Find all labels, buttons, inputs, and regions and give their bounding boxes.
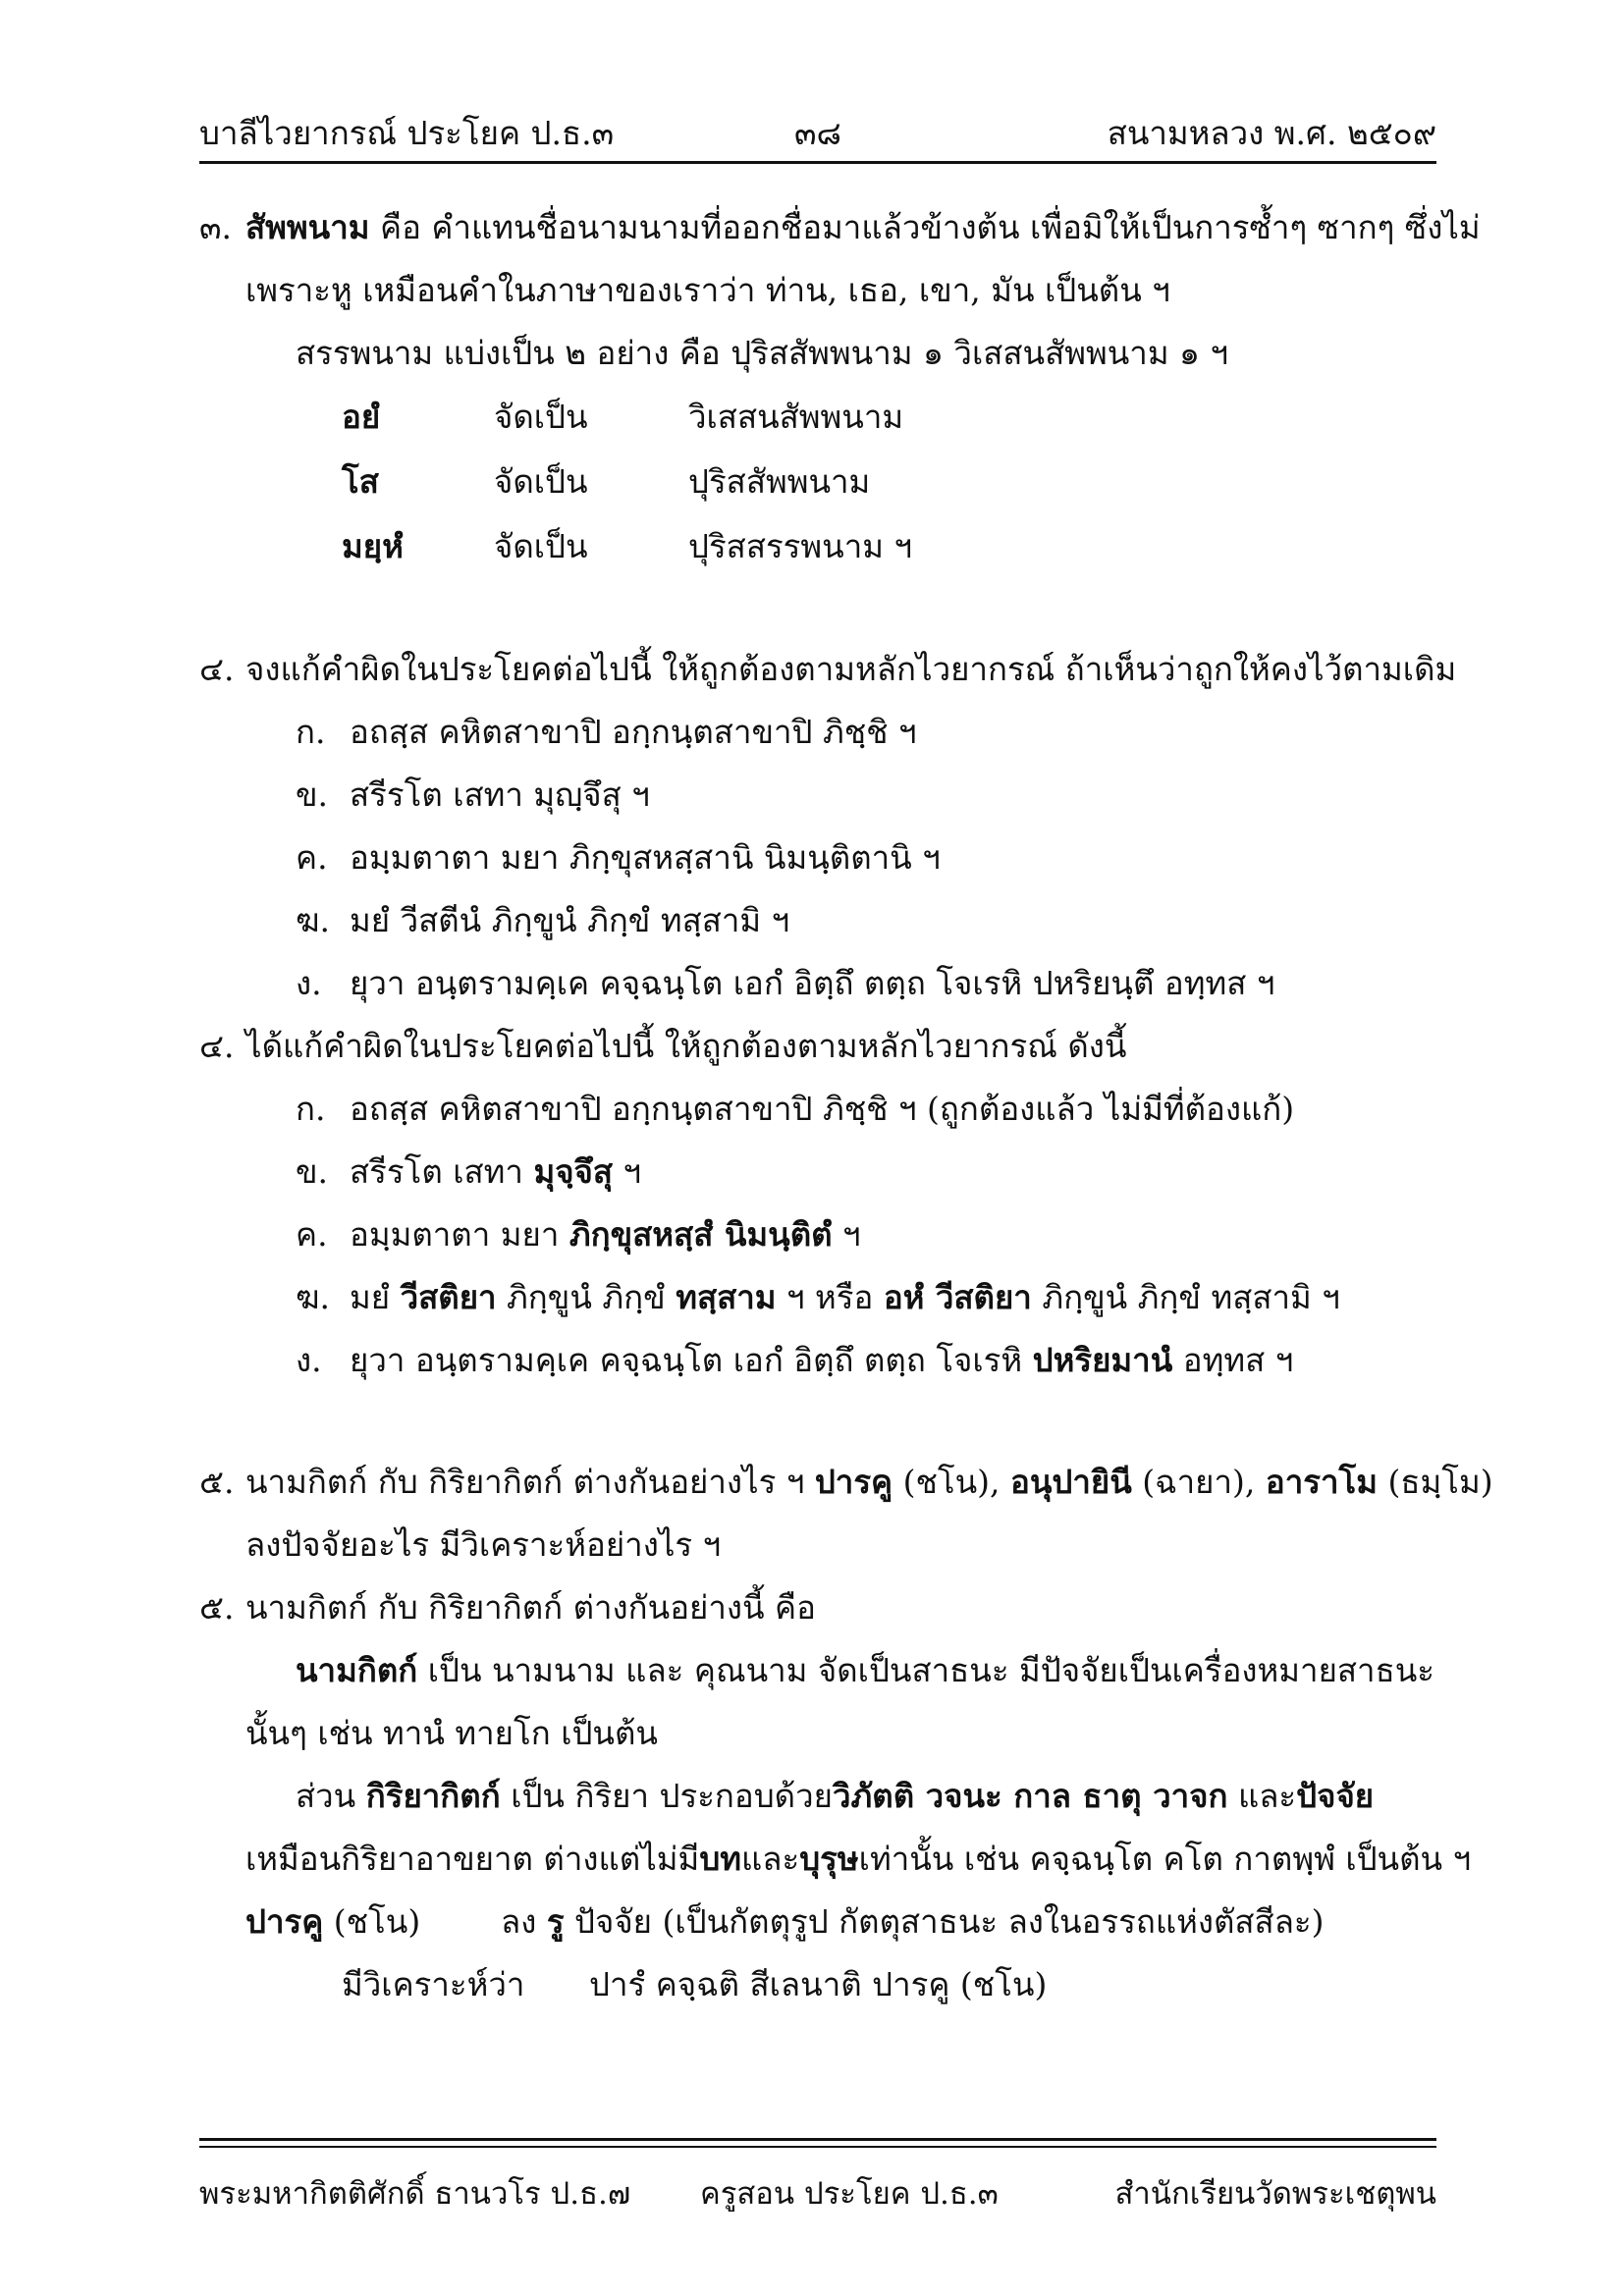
q5-para-2	[199, 1765, 1441, 1828]
q5-analysis-label: มีวิเคราะห์ว่า	[342, 1965, 525, 2003]
q5-text: ส่วน	[296, 1777, 366, 1815]
page-footer	[199, 2138, 1436, 2219]
q5-term: ปัจจัย	[1296, 1777, 1375, 1815]
footer-right: สำนักเรียนวัดพระเชตุพน	[1114, 2176, 1436, 2212]
q5-para-1-cont	[199, 1702, 1441, 1765]
q5-text: (ฉายา),	[1131, 1463, 1266, 1501]
q5-answer	[199, 1576, 1441, 1639]
q4-item-text: อมฺมตาตา มยา ภิกฺขุสหสฺสานิ นิมนฺติตานิ ฯ	[350, 838, 941, 877]
q3-line-2	[199, 259, 1441, 322]
q4-item-key: ง.	[296, 964, 322, 1002]
q5-text: (ธมฺโม)	[1377, 1463, 1493, 1501]
q5-analysis: ปารํ คจฺฉติ สีเลนาติ ปารคู (ชโน)	[589, 1965, 1048, 2003]
answer-item-key: ข.	[296, 1152, 329, 1191]
q4-item-key: ฆ.	[296, 901, 330, 939]
page-number: ๓๘	[793, 114, 842, 152]
q5-text: ปัจจัย (เป็นกัตตุรูป กัตตุสาธนะ ลงในอรรถแห่งตัสสีละ)	[564, 1902, 1325, 1941]
answer-text: มยํ	[350, 1278, 401, 1316]
q4-item	[199, 952, 1441, 1015]
q5-term: วิภัตติ วจนะ กาล ธาตุ วาจก	[832, 1777, 1228, 1815]
q5-text: (ชโน)	[323, 1902, 421, 1941]
q5-term: บท	[699, 1840, 742, 1878]
q3-row-class: ปุริสสรรพนาม ฯ	[688, 527, 913, 565]
answer-text: ภิกฺขูนํ ภิกฺขํ	[496, 1278, 676, 1316]
q4-answer-item	[199, 1266, 1441, 1329]
q3-line-3	[199, 322, 1441, 385]
corrected-word: ภิกฺขุสหสฺสํ นิมนฺติตํ	[568, 1215, 833, 1254]
answer-item-text: อถสฺส คหิตสาขาปิ อกฺกนฺตสาขาปิ ภิชฺชิ ฯ (ถูกต้องแล้ว ไม่มีที่ต้องแก้)	[350, 1090, 1295, 1128]
q5-number: ๕.	[199, 1463, 235, 1501]
q5-term: รู	[546, 1902, 565, 1941]
q4-question-text: จงแก้คำผิดในประโยคต่อไปนี้ ให้ถูกต้องตามหลักไวยากรณ์ ถ้าเห็นว่าถูกให้คงไว้ตามเดิม	[245, 650, 1457, 688]
q5-text: เท่านั้น เช่น คจฺฉนฺโต คโต กาตพฺพํ เป็นต้น ฯ	[858, 1840, 1472, 1878]
q3-line-1	[199, 196, 1481, 259]
q3-row-mid: จัดเป็น	[494, 527, 588, 565]
q4-item	[199, 764, 1441, 827]
q5-question-cont	[199, 1514, 1441, 1576]
q5-analysis-line	[199, 1953, 1441, 2016]
q4-item-text: อถสฺส คหิตสาขาปิ อกฺกนฺตสาขาปิ ภิชฺชิ ฯ	[350, 713, 917, 751]
q3-row-mid: จัดเป็น	[494, 462, 588, 501]
q4-item-text: มยํ วีสตีนํ ภิกฺขูนํ ภิกฺขํ ทสฺสามิ ฯ	[350, 901, 790, 939]
q4-question	[199, 638, 1457, 701]
q5-text: และ	[1227, 1777, 1297, 1815]
q3-row-class: วิเสสนสัพพนาม	[688, 398, 904, 436]
q5-term: กิริยากิตก์	[365, 1777, 501, 1815]
q4-item	[199, 889, 1441, 952]
q3-row-class: ปุริสสัพพนาม	[688, 462, 871, 501]
answer-item-key: ก.	[296, 1090, 326, 1128]
q5-text: เหมือนกิริยาอาขยาต ต่างแต่ไม่มี	[245, 1840, 700, 1878]
q5-text: ลง	[501, 1902, 547, 1941]
q4-item	[199, 827, 1441, 889]
answer-text: สรีรโต เสทา	[350, 1152, 534, 1191]
q5-term: บุรุษ	[799, 1840, 859, 1878]
q3-number: ๓.	[199, 208, 233, 246]
q3-row-word: อยํ	[342, 398, 381, 436]
q5-answer-text: นามกิตก์ กับ กิริยากิตก์ ต่างกันอย่างนี้ คือ	[245, 1588, 816, 1627]
q5-term: นามกิตก์	[296, 1651, 418, 1689]
page-header	[199, 106, 1436, 164]
q4-answer-text: ได้แก้คำผิดในประโยคต่อไปนี้ ให้ถูกต้องตามหลักไวยากรณ์ ดังนี้	[245, 1027, 1127, 1065]
answer-text: อทฺทส ฯ	[1172, 1341, 1294, 1379]
q5-text: นามกิตก์ กับ กิริยากิตก์ ต่างกันอย่างไร ฯ	[245, 1463, 815, 1501]
q5-question	[199, 1451, 1493, 1514]
q4-item-text: ยุวา อนฺตรามคฺเค คจฺฉนฺโต เอกํ อิตฺถึ ตตฺถ โจเรหิ ปหริยนฺตึ อทฺทส ฯ	[350, 964, 1275, 1002]
q4-answer-item	[199, 1141, 1441, 1203]
q4-answer-item	[199, 1329, 1441, 1392]
answer-item-key: ง.	[296, 1341, 322, 1379]
q5-text: นั้นๆ เช่น ทานํ ทายโก เป็นต้น	[245, 1714, 658, 1752]
q4-item-key: ข.	[296, 775, 329, 814]
footer-left: พระมหากิตติศักดิ์ ธานวโร ป.ธ.๗	[199, 2176, 631, 2212]
q4-number: ๔.	[199, 650, 235, 688]
q5-para-2-cont	[199, 1828, 1472, 1891]
page-body	[199, 196, 1493, 2016]
q5-text: และ	[741, 1840, 800, 1878]
q5-term: อนุปายินี	[1010, 1463, 1132, 1501]
answer-item-key: ค.	[296, 1215, 328, 1254]
corrected-word: อหํ วีสติยา	[883, 1278, 1032, 1316]
q5-term: ปารคู	[814, 1463, 893, 1501]
q4-item-key: ค.	[296, 838, 328, 877]
footer-center: ครูสอน ประโยค ป.ธ.๓	[700, 2176, 999, 2212]
q3-classification: สรรพนาม แบ่งเป็น ๒ อย่าง คือ ปุริสสัพพนาม ๑ วิเสสนสัพพนาม ๑ ฯ	[296, 334, 1229, 372]
q3-row-mid: จัดเป็น	[494, 398, 588, 436]
q5-text: ลงปัจจัยอะไร มีวิเคราะห์อย่างไร ฯ	[245, 1525, 722, 1564]
q5-text: เป็น นามนาม และ คุณนาม จัดเป็นสาธนะ มีปัจจัยเป็นเครื่องหมายสาธนะ	[417, 1651, 1435, 1689]
q4-item-text: สรีรโต เสทา มุญฺจึสุ ฯ	[350, 775, 650, 814]
q3-definition: คือ คำแทนชื่อนามนามที่ออกชื่อมาแล้วข้างต้น เพื่อมิให้เป็นการซ้ำๆ ซากๆ ซึ่งไม่	[369, 208, 1481, 246]
corrected-word: วีสติยา	[400, 1278, 497, 1316]
corrected-word: มุจฺจึสุ	[533, 1152, 614, 1191]
corrected-word: ทสฺสาม	[676, 1278, 777, 1316]
q5-answer-number: ๕.	[199, 1588, 235, 1627]
answer-text: ภิกฺขูนํ ภิกฺขํ ทสฺสามิ ฯ	[1031, 1278, 1340, 1316]
answer-item-key: ฆ.	[296, 1278, 330, 1316]
q5-term: อาราโม	[1265, 1463, 1378, 1501]
q3-row	[199, 450, 1441, 514]
answer-text: ฯ หรือ	[776, 1278, 884, 1316]
q4-answer-item	[199, 1078, 1441, 1141]
q3-row-word: มยฺหํ	[342, 527, 404, 565]
q4-item-key: ก.	[296, 713, 326, 751]
q4-answer	[199, 1015, 1441, 1078]
q5-text: เป็น กิริยา ประกอบด้วย	[500, 1777, 833, 1815]
corrected-word: ปหริยมานํ	[1032, 1341, 1173, 1379]
q5-parakhu-line	[199, 1891, 1441, 1953]
header-left: บาลีไวยากรณ์ ประโยค ป.ธ.๓	[199, 114, 615, 152]
q3-term: สัพพนาม	[245, 208, 370, 246]
q5-para-1	[199, 1639, 1441, 1702]
q3-row-word: โส	[342, 462, 379, 501]
answer-text: ฯ	[832, 1215, 861, 1254]
header-right: สนามหลวง พ.ศ. ๒๕๐๙	[1107, 114, 1436, 152]
q4-answer-item	[199, 1203, 1441, 1266]
q4-item	[199, 701, 1441, 764]
q3-row	[199, 514, 1441, 579]
q5-text: (ชโน),	[893, 1463, 1011, 1501]
answer-text: ฯ	[613, 1152, 642, 1191]
q5-term: ปารคู	[245, 1902, 324, 1941]
q3-definition-cont: เพราะหู เหมือนคำในภาษาของเราว่า ท่าน, เธอ, เขา, มัน เป็นต้น ฯ	[245, 271, 1170, 309]
q4-answer-number: ๔.	[199, 1027, 235, 1065]
answer-text: ยุวา อนฺตรามคฺเค คจฺฉนฺโต เอกํ อิตฺถึ ตตฺถ โจเรหิ	[350, 1341, 1033, 1379]
q3-row	[199, 385, 1441, 450]
answer-text: อมฺมตาตา มยา	[350, 1215, 569, 1254]
